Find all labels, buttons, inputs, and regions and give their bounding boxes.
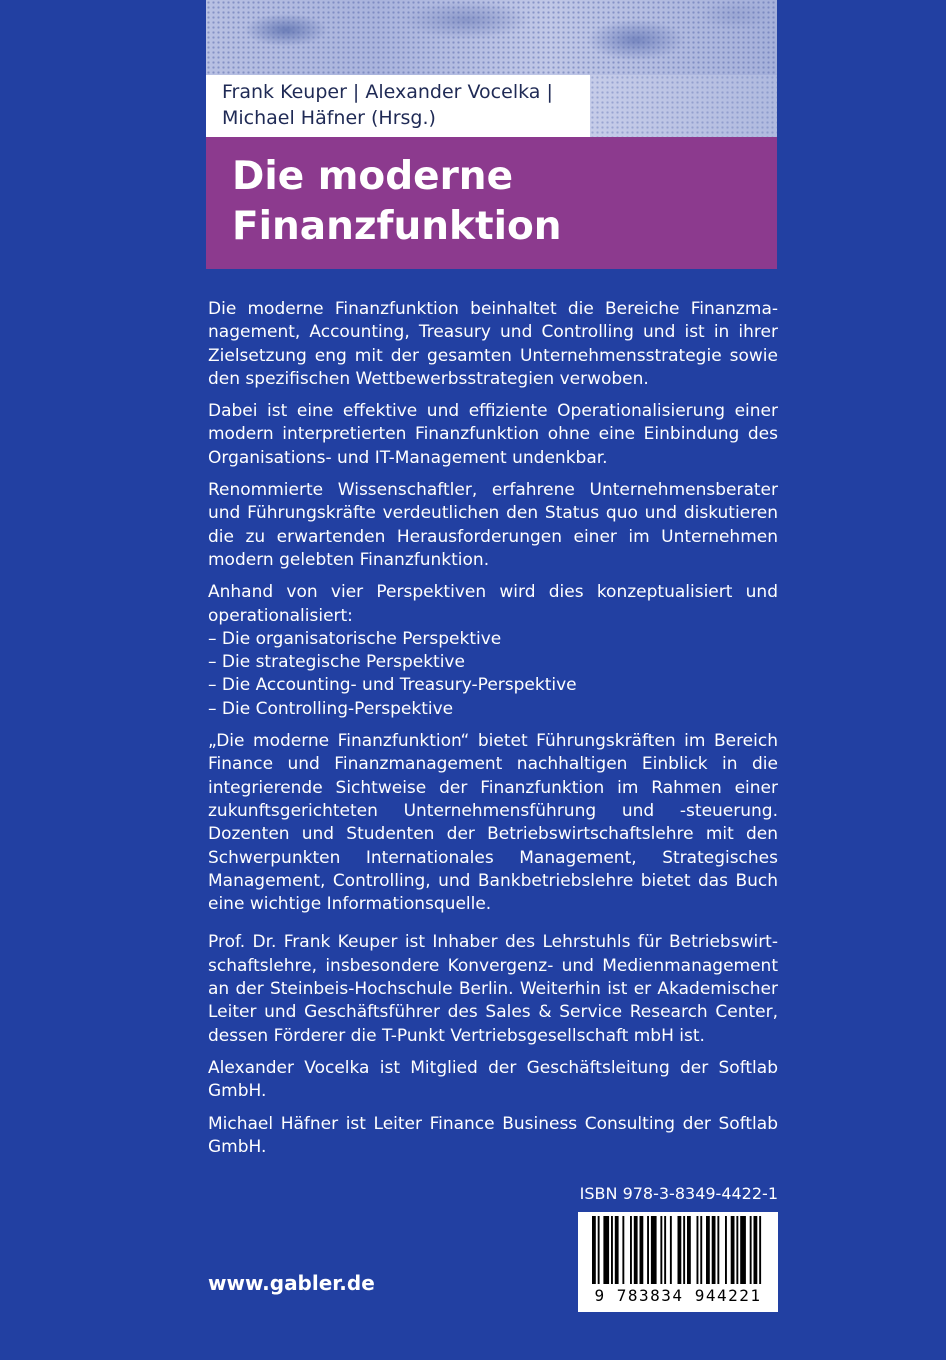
barcode-bar: [700, 1216, 702, 1284]
barcode-bar: [611, 1216, 613, 1284]
barcode-bar: [759, 1216, 761, 1284]
cover-photo: [206, 0, 777, 75]
paragraph-bio-vocelka: Alexander Vocelka ist Mitglied der Geschäftsleitung der Softlab GmbH.: [208, 1057, 778, 1102]
list-item: – Die organisatorische Perspektive: [208, 628, 502, 649]
barcode-bar: [647, 1216, 649, 1284]
barcode: [578, 1212, 778, 1312]
barcode-bar: [630, 1216, 632, 1284]
barcode-bar: [603, 1216, 609, 1284]
barcode-bar: [622, 1216, 624, 1284]
barcode-bar: [651, 1216, 657, 1284]
barcode-bar: [697, 1216, 699, 1284]
barcode-bars: [578, 1212, 778, 1288]
barcode-bar: [706, 1216, 710, 1284]
barcode-bar: [634, 1216, 638, 1284]
publisher-url: www.gabler.de: [208, 1271, 375, 1295]
barcode-bar: [731, 1216, 735, 1284]
barcode-bar: [687, 1216, 691, 1284]
title-line-2: Finanzfunktion: [232, 204, 562, 249]
paragraph-operationalization: Dabei ist eine effektive und effiziente Operationalisierung einer modern interpretierten Finanzfunktion ohne eine Einbindung des Organisations- und IT-Management undenkbar.: [208, 401, 778, 468]
list-item: – Die Accounting- und Treasury-Perspektive: [208, 675, 577, 696]
paragraph-perspectives-intro: Anhand von vier Perspektiven wird dies konzeptualisiert und operationalisiert:: [208, 582, 778, 626]
barcode-digits: 9 783834 944221: [578, 1286, 778, 1306]
barcode-bar: [592, 1216, 596, 1284]
authors-line-2: Michael Häfner (Hrsg.): [222, 107, 436, 129]
authors-line-1: Frank Keuper | Alexander Vocelka |: [222, 81, 553, 103]
list-item: – Die Controlling-Perspektive: [208, 698, 454, 719]
title-line-1: Die moderne: [232, 154, 514, 199]
barcode-bar: [750, 1216, 752, 1284]
cover-photo-right: [590, 75, 777, 137]
barcode-bar: [670, 1216, 672, 1284]
paragraph-bio-haefner: Michael Häfner ist Leiter Finance Business Consulting der Softlab GmbH.: [208, 1113, 778, 1157]
barcode-bar: [598, 1216, 600, 1284]
book-title: [206, 137, 777, 269]
isbn-label: ISBN 978-3-8349-4422-1: [579, 1184, 778, 1203]
barcode-bar: [736, 1216, 738, 1284]
barcode-bar: [754, 1216, 758, 1284]
list-item: – Die strategische Perspektive: [208, 652, 465, 673]
paragraph-audience: „Die moderne Finanzfunktion“ bietet Führungskräften im Bereich Finance und Finanzmanagement nachhaltigen Einblick in die integrierende Sichtweise der Finanzfunktion im Rahmen einer zukunftsgerichteten Unternehmensführung und -steuerung. Dozenten und Studenten der Betriebswirtschaftslehre mit den Schwerpunkten Internationales Management, Strategisches Management, Controlling, und Bankbetriebslehre bietet das Buch eine wichtige Informationsquelle.: [208, 731, 778, 915]
paragraph-bio-keuper: Prof. Dr. Frank Keuper ist Inhaber des Lehrstuhls für Betriebswirtschaftslehre, insbesondere Konvergenz- und Medienmanagement an der Steinbeis-Hochschule Berlin. Weiterhin ist er Akademischer Leiter und Geschäftsführer des Sales & Service Research Center, dessen Förderer die T-Punkt Vertriebsgesellschaft mbH ist.: [208, 932, 778, 1046]
perspective-list: [208, 628, 778, 721]
barcode-bar: [660, 1216, 662, 1284]
barcode-bar: [640, 1216, 644, 1284]
paragraph-intro: Die moderne Finanzfunktion beinhaltet die Bereiche Finanzmanagement, Accounting, Treasury und Controlling und ist in ihrer Zielsetzung eng mit der gesamten Unternehmensstrategie sowie den spezifischen Wettbewerbsstrategien verwoben.: [208, 299, 778, 389]
paragraph-authors: Renommierte Wissenschaftler, erfahrene Unternehmensberater und Führungskräfte verdeutlichen den Status quo und diskutieren die zu erwartenden Herausforderungen einer im Unternehmen modern gelebten Finanzfunktion.: [208, 480, 778, 570]
barcode-bar: [717, 1216, 719, 1284]
barcode-bar: [683, 1216, 685, 1284]
barcode-bar: [725, 1216, 727, 1284]
authors-box: [206, 75, 590, 137]
barcode-bar: [712, 1216, 716, 1284]
barcode-bar: [664, 1216, 666, 1284]
barcode-bar: [615, 1216, 619, 1284]
barcode-bar: [740, 1216, 746, 1284]
barcode-bar: [678, 1216, 682, 1284]
blurb: [208, 298, 778, 1168]
